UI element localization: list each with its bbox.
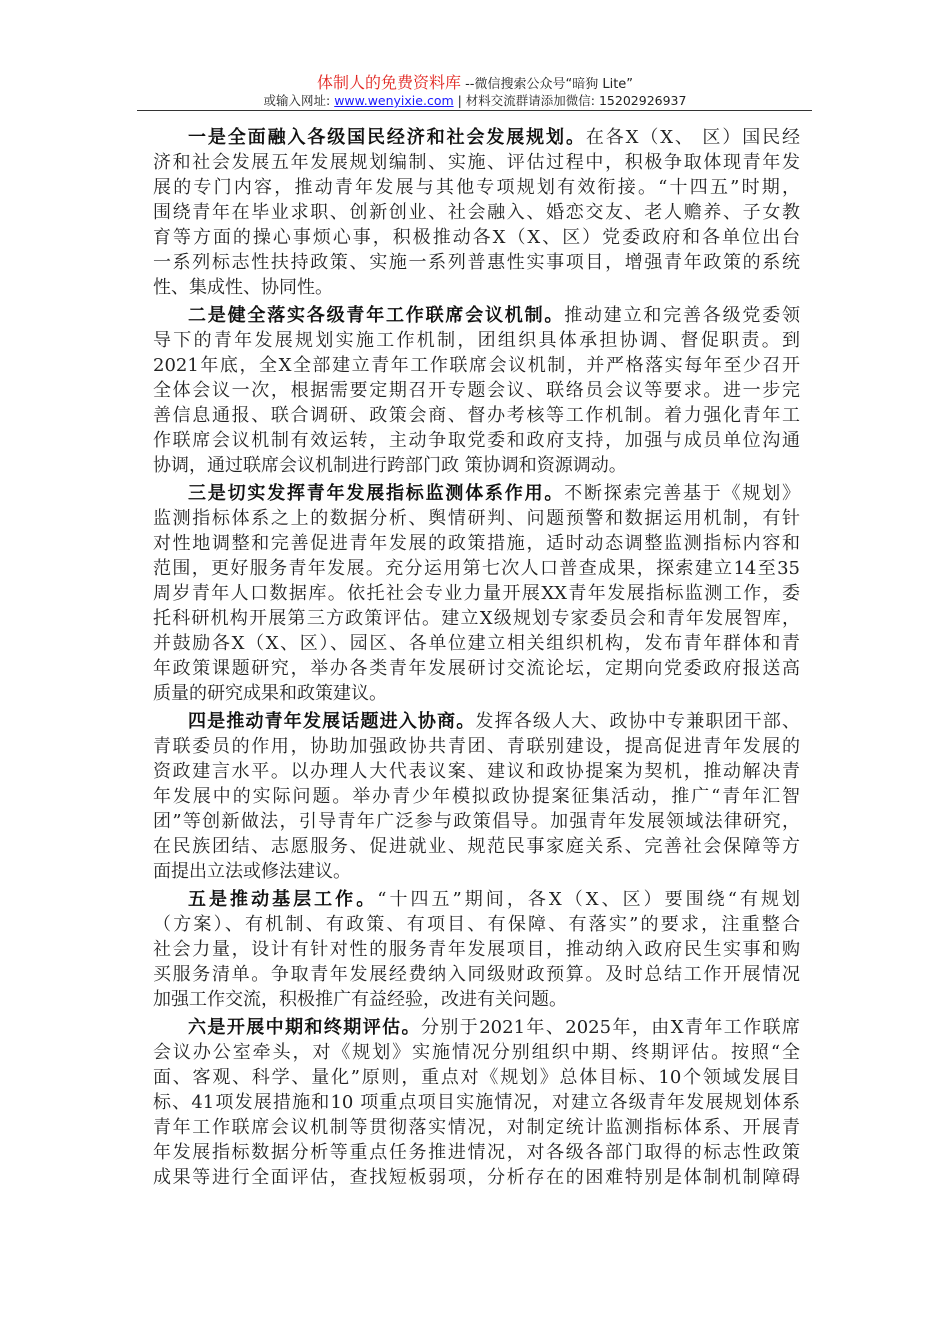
paragraph-line: 范围，更好服务青年发展。充分运用第七次人口普查成果，探索建立14至35 <box>153 558 800 579</box>
paragraph <box>153 887 800 1012</box>
paragraph-line <box>153 481 800 506</box>
paragraph-line <box>153 125 800 150</box>
paragraph-line: 买服务清单。争取青年发展经费纳入同级财政预算。及时总结工作开展情况 <box>153 964 800 985</box>
header-divider <box>137 110 812 111</box>
contact-text: | 材料交流群请添加微信: 15202926937 <box>453 93 687 108</box>
paragraph-heading: 五是推动基层工作。 <box>188 889 378 910</box>
paragraph-line: 监测指标体系之上的数据分析、舆情研判、问题预警和数据运用机制，有针 <box>153 508 800 529</box>
paragraph-heading: 二是健全落实各级青年工作联席会议机制。 <box>188 305 565 326</box>
header-subtitle: --微信搜索公众号“暗狗 Lite” <box>460 77 634 92</box>
paragraph-line: 导下的青年发展规划实施工作机制，团组织具体承担协调、督促职责。到 <box>153 330 800 351</box>
paragraph <box>153 125 800 300</box>
paragraph-line: 展的专门内容，推动青年发展与其他专项规划有效衔接。“十四五”时期， <box>153 177 800 198</box>
paragraph-line: 青联委员的作用，协助加强政协共青团、青联别建设，提高促进青年发展的 <box>153 736 800 757</box>
paragraph-line: 一系列标志性扶持政策、实施一系列普惠性实事项目，增强青年政策的系统 <box>153 252 800 273</box>
paragraph-text: 分别于2021年、2025年，由X青年工作联席 <box>420 1017 801 1038</box>
paragraph-text: 不断探索完善基于《规划》 <box>564 483 801 504</box>
paragraph-line: 托科研机构开展第三方政策评估。建立X级规划专家委员会和青年发展智库， <box>153 608 800 629</box>
paragraph-line: 社会力量，设计有针对性的服务青年发展项目，推动纳入政府民生实事和购 <box>153 939 800 960</box>
paragraph-line: 在民族团结、志愿服务、促进就业、规范民事家庭关系、完善社会保障等方 <box>153 836 800 857</box>
paragraph-line: 年发展指标数据分析等重点任务推进情况，对各级各部门取得的标志性政策 <box>153 1142 800 1163</box>
paragraph <box>153 1015 800 1190</box>
paragraph-line: 年发展中的实际问题。举办青少年模拟政协提案征集活动，推广“青年汇智 <box>153 786 800 807</box>
paragraph <box>153 303 800 478</box>
paragraph-line <box>153 887 800 912</box>
paragraph-line: 面提出立法或修法建议。 <box>153 861 351 882</box>
paragraph-text: 发挥各级人大、政协中专兼职团干部、 <box>475 711 801 732</box>
paragraph-line: 2021年底，全X全部建立青年工作联席会议机制，并严格落实每年至少召开 <box>153 355 800 376</box>
paragraph-text: 推动建立和完善各级党委领 <box>564 305 801 326</box>
paragraph-line: 青年工作联席会议机制等贯彻落实情况，对制定统计监测指标体系、开展青 <box>153 1117 800 1138</box>
paragraph-line: 会议办公室牵头，对《规划》实施情况分别组织中期、终期评估。按照“全 <box>153 1042 800 1063</box>
paragraph-line: 面、客观、科学、量化”原则，重点对《规划》总体目标、10个领域发展目 <box>153 1067 800 1088</box>
paragraph <box>153 481 800 706</box>
paragraph-line: 周岁青年人口数据库。依托社会专业力量开展XX青年发展指标监测工作，委 <box>153 583 800 604</box>
paragraph-line: 成果等进行全面评估，查找短板弱项，分析存在的困难特别是体制机制障碍 <box>153 1167 800 1188</box>
header-line-2 <box>0 91 950 109</box>
paragraph-line: 育等方面的操心事烦心事，积极推动各X（X、区）党委政府和各单位出台 <box>153 227 800 248</box>
paragraph-line: 团”等创新做法，引导青年广泛参与政策倡导。加强青年发展领域法律研究， <box>153 811 800 832</box>
website-link[interactable]: www.wenyixie.com <box>334 93 454 108</box>
header-line-1 <box>0 70 950 93</box>
paragraph-line: 对性地调整和完善促进青年发展的政策措施，适时动态调整监测指标内容和 <box>153 533 800 554</box>
paragraph-line: 协调，通过联席会议机制进行跨部门政 策协调和资源调动。 <box>153 455 627 476</box>
paragraph-heading: 六是开展中期和终期评估。 <box>188 1017 421 1038</box>
paragraph-line: 善信息通报、联合调研、政策会商、督办考核等工作机制。着力强化青年工 <box>153 405 800 426</box>
paragraph-heading: 一是全面融入各级国民经济和社会发展规划。 <box>188 127 586 148</box>
paragraph-line: 质量的研究成果和政策建议。 <box>153 683 387 704</box>
paragraph-line: 资政建言水平。以办理人大代表议案、建议和政协提案为契机，推动解决青 <box>153 761 800 782</box>
paragraph-line <box>153 709 800 734</box>
document-body <box>153 125 800 1193</box>
paragraph-line: 并鼓励各X（X、区）、园区、各单位建立相关组织机构，发布青年群体和青 <box>153 633 800 654</box>
paragraph-line: 济和社会发展五年发展规划编制、实施、评估过程中，积极争取体现青年发 <box>153 152 800 173</box>
paragraph-text: “十四五”期间，各X（X、区）要围绕“有规划 <box>377 889 801 910</box>
paragraph-line: 加强工作交流，积极推广有益经验，改进有关问题。 <box>153 989 567 1010</box>
paragraph-line: 围绕青年在毕业求职、创新创业、社会融入、婚恋交友、老人赡养、子女教 <box>153 202 800 223</box>
paragraph-line: 全体会议一次，根据需要定期召开专题会议、联络员会议等要求。进一步完 <box>153 380 800 401</box>
paragraph-line: （方案）、有机制、有政策、有项目、有保障、有落实”的要求，注重整合 <box>153 914 800 935</box>
url-label: 或输入网址: <box>263 93 335 108</box>
paragraph-heading: 四是推动青年发展话题进入协商。 <box>188 711 476 732</box>
paragraph-line: 标、41项发展措施和10 项重点项目实施情况，对建立各级青年发展规划体系 <box>153 1092 800 1113</box>
paragraph-heading: 三是切实发挥青年发展指标监测体系作用。 <box>188 483 565 504</box>
header-title: 体制人的免费资料库 <box>316 73 461 92</box>
paragraph-line <box>153 1015 800 1040</box>
paragraph <box>153 709 800 884</box>
paragraph-line: 年政策课题研究，举办各类青年发展研讨交流论坛，定期向党委政府报送高 <box>153 658 800 679</box>
paragraph-text: 在各X（X、 区）国民经 <box>585 127 801 148</box>
paragraph-line: 性、集成性、协同性。 <box>153 277 333 298</box>
paragraph-line: 作联席会议机制有效运转，主动争取党委和政府支持，加强与成员单位沟通 <box>153 430 800 451</box>
paragraph-line <box>153 303 800 328</box>
